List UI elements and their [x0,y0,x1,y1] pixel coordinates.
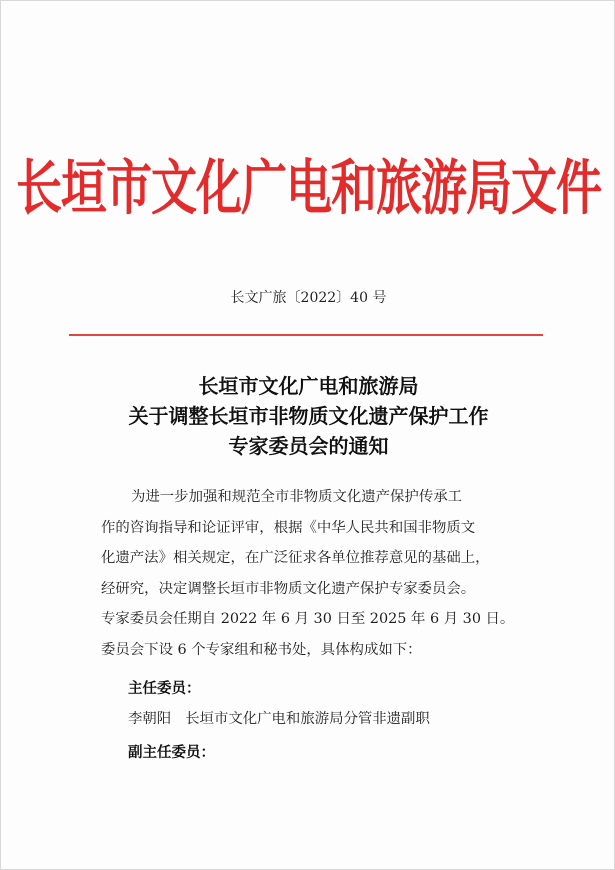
body-line-6: 委员会下设 6 个专家组和秘书处，具体构成如下： [101,641,422,658]
red-divider-line [69,334,543,336]
body-line-2: 作的咨询指导和论证评审，根据《中华人民共和国非物质文 [101,519,476,536]
title-line-2: 关于调整长垣市非物质文化遗产保护工作 [128,404,489,428]
chair-member [128,707,430,728]
body-line-4: 经研究，决定调整长垣市非物质文化遗产保护专家委员会。 [101,580,476,597]
body-line-3: 化遗产法》相关规定，在广泛征求各单位推荐意见的基础上， [101,550,490,566]
body-line-1: 为进一步加强和规范全市非物质文化遗产保护传承工 [131,489,462,505]
chair-position: 长垣市文化广电和旅游局分管非遗副职 [185,711,430,727]
title-line-3: 专家委员会的通知 [228,434,389,458]
chair-name: 李朝阳 [128,711,172,727]
notice-title [1,371,615,461]
vice-chair-heading: 副主任委员： [128,745,215,761]
chair-heading: 主任委员： [128,681,201,697]
title-line-1: 长垣市文化广电和旅游局 [198,374,419,398]
masthead-title: 长垣市文化广电和旅游局文件 [16,152,601,223]
body-line-5: 专家委员会任期自 2022 年 6 月 30 日至 2025 年 6 月 30 日。 [101,611,515,627]
document-number: 长文广旅〔2022〕40 号 [230,290,387,306]
body-paragraph [101,482,526,665]
